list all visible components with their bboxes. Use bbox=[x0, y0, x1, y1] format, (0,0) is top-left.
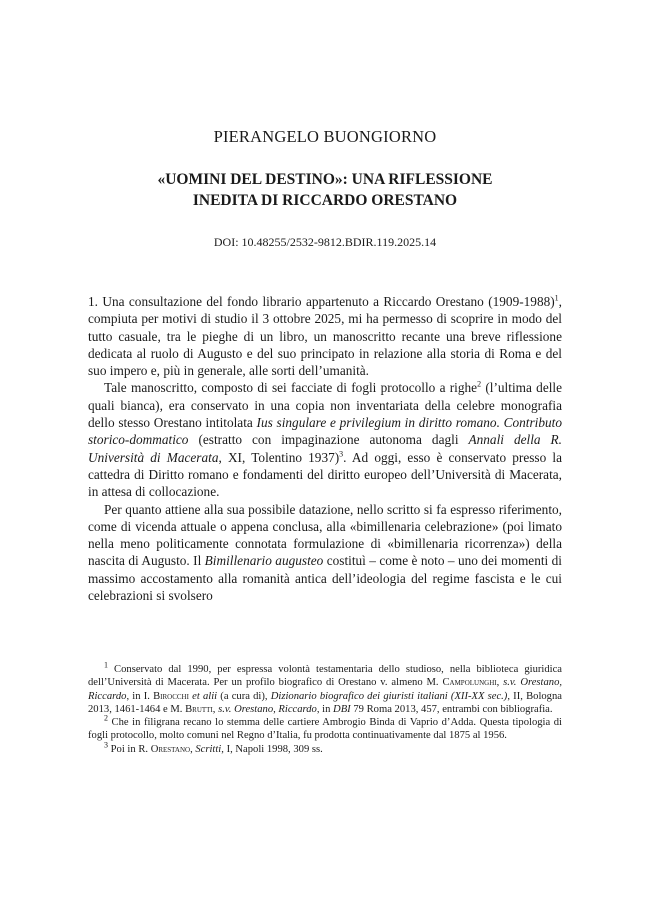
text-run: , bbox=[212, 703, 219, 715]
italic-run: s.v. Orestano, Riccardo bbox=[218, 703, 317, 715]
doi: DOI: 10.48255/2532-9812.BDIR.119.2025.14 bbox=[213, 235, 437, 249]
italic-run: DBI bbox=[333, 703, 351, 715]
footnotes bbox=[88, 660, 563, 756]
author-smallcaps: Brutti bbox=[185, 703, 213, 715]
footnote-3 bbox=[88, 740, 562, 756]
footnote-number: 3 bbox=[104, 740, 108, 750]
title-line-2: INEDITA DI RICCARDO ORESTANO bbox=[192, 192, 458, 209]
text-run: , bbox=[190, 743, 196, 755]
italic-run: Dizionario biografico dei giuristi italiani (XII-XX sec.) bbox=[270, 690, 508, 702]
footnote-number: 1 bbox=[104, 660, 108, 670]
author-smallcaps: Orestano bbox=[150, 743, 191, 755]
footnote-ref-3: 3 bbox=[339, 449, 344, 459]
paragraph-1 bbox=[88, 293, 562, 379]
text-run: Tale manoscritto, composto di sei facciate di fogli protocollo a righe bbox=[104, 380, 478, 396]
title-line-1: «UOMINI DEL DESTINO»: UNA RIFLESSIONE bbox=[157, 171, 493, 188]
text-run: costituì – come è noto – uno dei momenti di massimo accostamento alla romanità antica dell’ideologia del regime fascista e le cui celebrazioni si svolsero bbox=[88, 553, 562, 604]
paragraph-3 bbox=[88, 501, 562, 605]
footnote-ref-1: 1 bbox=[554, 293, 559, 303]
author-smallcaps: Campolunghi bbox=[442, 677, 497, 689]
author-smallcaps: Birocchi bbox=[153, 690, 189, 702]
text-run: 79 Roma 2013, 457, entrambi con bibliografia. bbox=[350, 703, 553, 715]
italic-run: et alii bbox=[188, 690, 218, 702]
book-title: Ius singulare e privilegium in diritto romano. Contributo storico-dommatico bbox=[88, 415, 562, 448]
text-run: , bbox=[496, 677, 504, 689]
footnote-2 bbox=[88, 713, 562, 743]
text-run: , in bbox=[316, 703, 334, 715]
text-run: (estratto con impaginazione autonoma dagli bbox=[188, 432, 469, 448]
footnote-number: 2 bbox=[104, 713, 108, 723]
text-run: . Ad oggi, esso è conservato presso la cattedra di Diritto romano e fondamenti del diritto europeo dell’Università di Macerata, in attesa di collocazione. bbox=[88, 449, 562, 500]
text-run: Conservato dal 1990, per espressa volontà testamentaria dello studioso, nella biblioteca giuridica dell’Università di Macerata. Per un profilo biografico di Orestano v. almeno M. bbox=[88, 664, 562, 689]
body-text bbox=[88, 293, 562, 604]
text-run: (a cura di), bbox=[217, 690, 271, 702]
article-title bbox=[60, 169, 590, 211]
journal-title: Annali della R. Università di Macerata bbox=[88, 432, 562, 465]
paragraph-2 bbox=[88, 379, 562, 500]
text-run: Per quanto attiene alla sua possibile datazione, nello scritto si fa espresso riferimento, come di vicenda attuale o appena conclusa, alla «bimillenaria celebrazione» (poi limato nella meno politicamente connotata formulazione di «bimillenaria ricorrenza») della nascita di Augusto. Il bbox=[88, 501, 562, 569]
italic-run: s.v. Orestano, Riccardo bbox=[88, 677, 563, 702]
italic-run: Scritti bbox=[195, 743, 222, 755]
text-run: , II, Bologna 2013, 1461-1464 e M. bbox=[88, 690, 562, 715]
text-run: , I, Napoli 1998, 309 ss. bbox=[221, 743, 323, 755]
text-run: , compiuta per motivi di studio il 3 ottobre 2025, mi ha permesso di scoprire in modo del tutto casuale, tra le pieghe di un libro, un manoscritto recante una breve riflessione dedicata al ruolo di Augusto e del suo principato in relazione alla storia di Roma e del suo impero e, più in generale, alle sorti dell’umanità. bbox=[88, 294, 562, 379]
author-name: PIERANGELO BUONGIORNO bbox=[213, 127, 437, 146]
footnote-1 bbox=[88, 660, 563, 716]
text-run: (l’ultima delle quali bianca), era conservato in una copia non inventariata della celebre monografia dello stesso Orestano intitolata bbox=[88, 380, 563, 431]
text-run: , in I. bbox=[126, 690, 154, 702]
italic-term: Bimillenario augusteo bbox=[204, 553, 324, 569]
text-run: Che in filigrana recano lo stemma delle cartiere Ambrogio Binda di Vaprio d’Adda. Questa tipologia di fogli protocollo, molto comuni nel Regno d’Italia, fu prodotta continuativamente dal 1875 al 1956. bbox=[88, 717, 562, 742]
text-run: Poi in R. bbox=[108, 743, 151, 755]
footnote-ref-2: 2 bbox=[477, 380, 482, 390]
text-run: , XI, Tolentino 1937) bbox=[218, 449, 340, 465]
text-run: 1. Una consultazione del fondo librario appartenuto a Riccardo Orestano (1909-1988) bbox=[88, 294, 555, 309]
